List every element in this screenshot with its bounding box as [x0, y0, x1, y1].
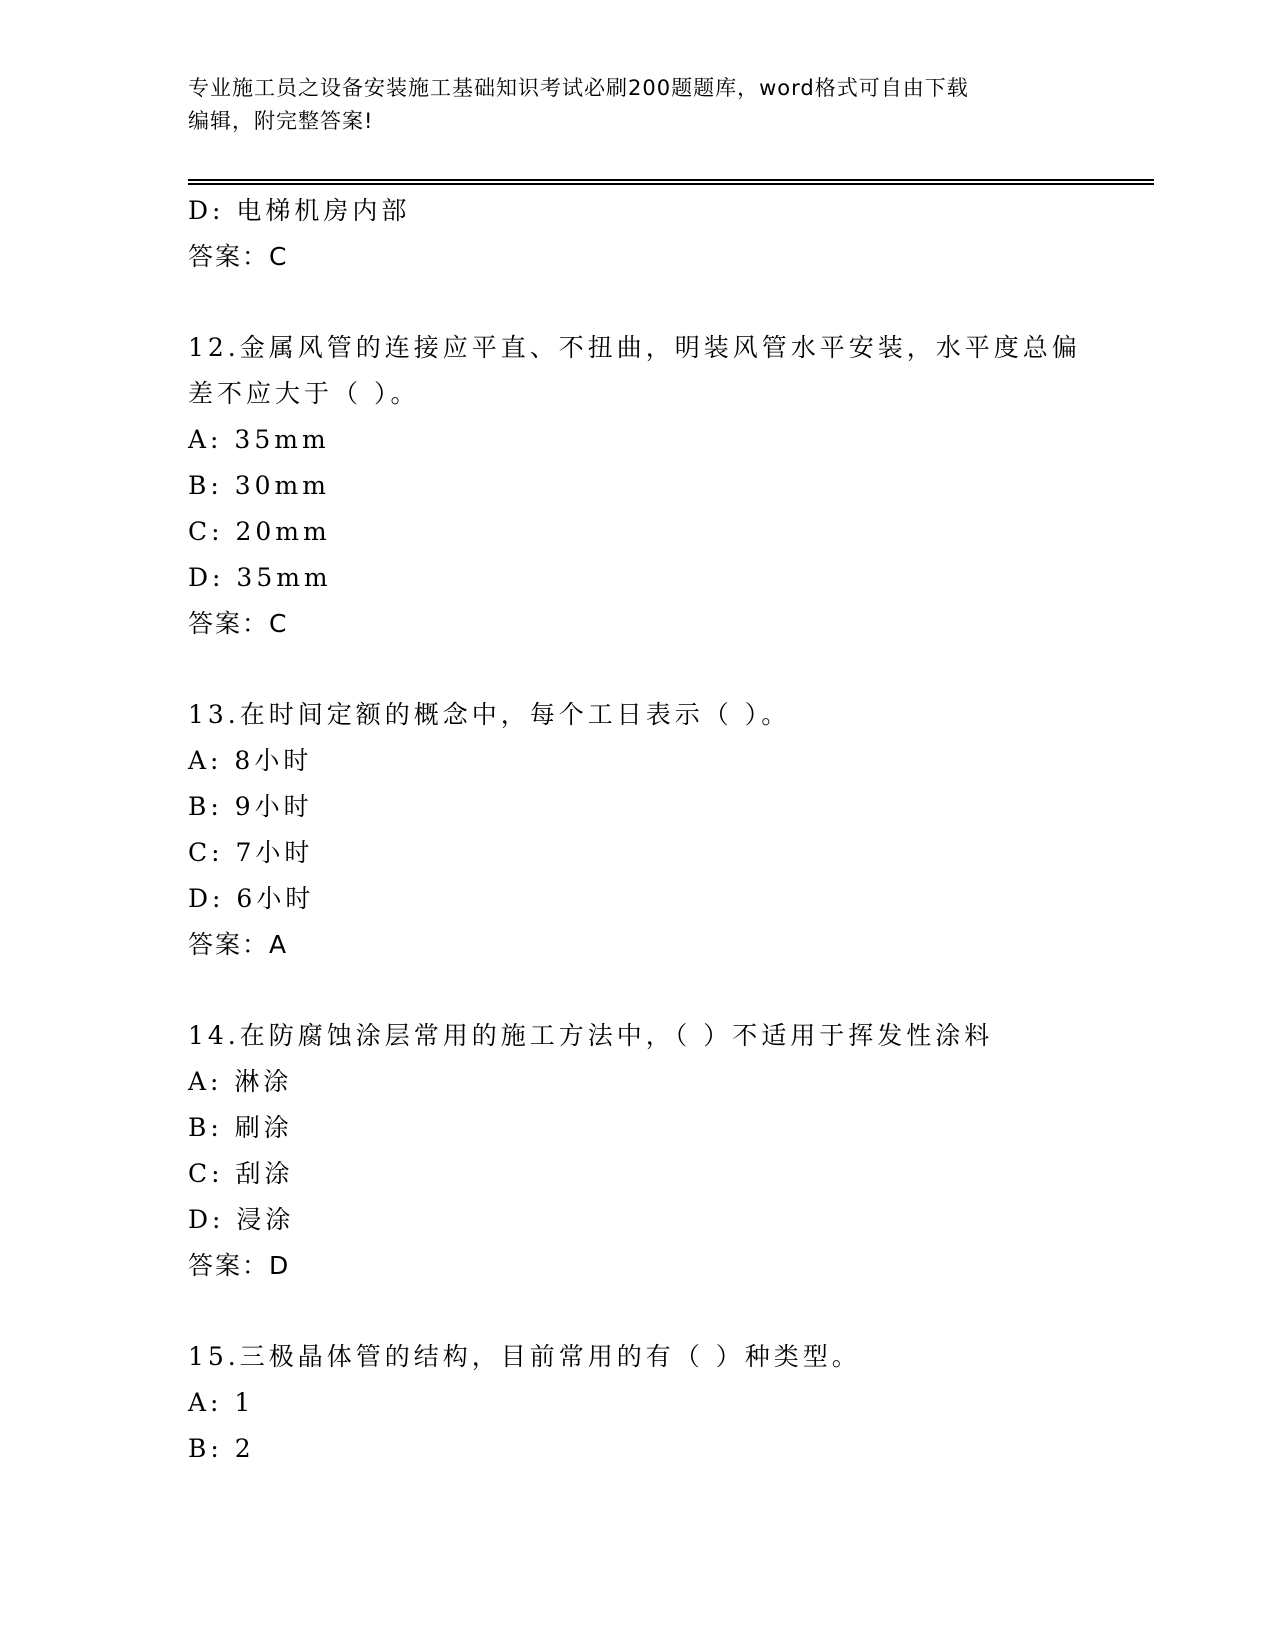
option-d: D: 浸涂 — [188, 1205, 295, 1234]
question-15 — [188, 1334, 1088, 1472]
option-d: D: 35mm — [188, 563, 332, 592]
question-11-tail — [188, 188, 1088, 280]
header-rule-bottom — [188, 183, 1154, 185]
option-d: D: 6小时 — [188, 884, 315, 913]
answer: 答案：C — [188, 242, 289, 271]
document-header — [188, 72, 1088, 138]
option-a: A: 淋涂 — [188, 1067, 293, 1096]
option-c: C: 刮涂 — [188, 1159, 294, 1188]
option-a: A: 1 — [188, 1388, 255, 1417]
option-a: A: 8小时 — [188, 746, 313, 775]
option-d: D: 电梯机房内部 — [188, 196, 411, 225]
header-line-1: 专业施工员之设备安装施工基础知识考试必刷200题题库，word格式可自由下载 — [188, 76, 969, 100]
option-c: C: 7小时 — [188, 838, 314, 867]
option-b: B: 刷涂 — [188, 1113, 293, 1142]
question-title: 15.三极晶体管的结构，目前常用的有（ ）种类型。 — [188, 1342, 861, 1371]
question-13 — [188, 692, 1088, 968]
header-line-2: 编辑，附完整答案! — [188, 109, 374, 133]
question-14 — [188, 1013, 1088, 1289]
answer: 答案：A — [188, 930, 289, 959]
option-a: A: 35mm — [188, 425, 330, 454]
header-rule-top — [188, 179, 1154, 181]
question-title-line-1: 12.金属风管的连接应平直、不扭曲，明装风管水平安装，水平度总偏 — [188, 333, 1081, 362]
option-b: B: 2 — [188, 1434, 255, 1463]
option-b: B: 9小时 — [188, 792, 313, 821]
option-b: B: 30mm — [188, 471, 330, 500]
answer: 答案：D — [188, 1251, 291, 1280]
question-title: 14.在防腐蚀涂层常用的施工方法中，（ ）不适用于挥发性涂料 — [188, 1021, 994, 1050]
question-12 — [188, 325, 1088, 647]
answer: 答案：C — [188, 609, 289, 638]
option-c: C: 20mm — [188, 517, 331, 546]
question-title-line-2: 差不应大于（ ）。 — [188, 379, 420, 408]
document-body — [188, 188, 1088, 1472]
question-title: 13.在时间定额的概念中，每个工日表示（ ）。 — [188, 700, 791, 729]
